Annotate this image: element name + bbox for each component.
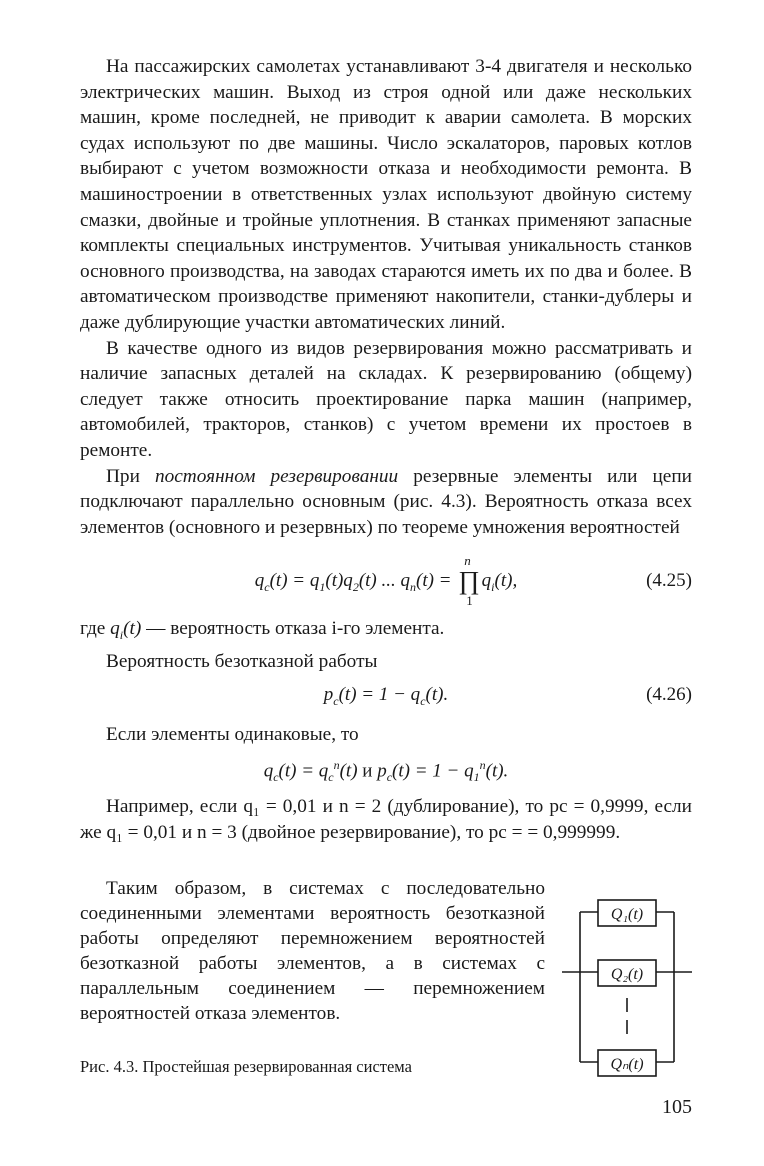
- paragraph-3: При постоянном резервировании резервные элементы или цепи подключают параллельно основным (рис. 4.3). Вероятность отказа всех элементов (основного и резервных) по теореме умножения вероятностей: [80, 465, 692, 538]
- figure-caption: Рис. 4.3. Простейшая резервированная система: [80, 1057, 412, 1076]
- box-label-n: Qₙ(t): [610, 1056, 644, 1073]
- page-number: 105: [662, 1096, 692, 1118]
- paragraph-4: где $q_i(t)$ — вероятность отказа i-го элемента.: [80, 618, 445, 643]
- formula-number: (4.25): [646, 570, 692, 592]
- formula-4-25: $q_c(t) = q_1(t)q_2(t)$ ... $q_n(t)$ = ∏ n 1 $q_i(t)$, (4.25): [254, 553, 692, 609]
- box-label-1: Q₁(t): [610, 906, 644, 923]
- paragraph-6: Если элементы одинаковые, то: [106, 724, 359, 746]
- paragraph-7: Например, если q₁ = 0,01 и n = 2 (дублирование), то pс = 0,9999, если же q₁ = 0,01 и n = 3 (двойное резервирование), то pс = = 0,999999.: [80, 795, 692, 843]
- emphasis-term: постоянном резервировании: [154, 465, 399, 487]
- paragraph-5: Вероятность безотказной работы: [106, 650, 378, 672]
- lower-text: [80, 876, 545, 1026]
- paragraph-2: В качестве одного из видов резервирования можно рассматривать и наличие запасных деталей на складах. К резервированию (общему) следует также относить проектирование парка машин (например, автомобилей, тракторов, станков) с учетом времени их простоев в ремонте.: [80, 337, 692, 461]
- paragraph-8: Таким образом, в системах с последовательно соединенными элементами вероятность безотказной работы определяют перемножением вероятностей безотказной работы элементов, а в системах с параллельным соединением — перемножением вероятностей отказа элементов.: [80, 878, 545, 1024]
- formula-4-26: $p_c(t) = 1 - q_c(t)$. (4.26): [323, 684, 692, 709]
- reserve-system-diagram: [562, 872, 692, 1082]
- formula-identical: $q_c(t) = q_c^n(t)$ и $p_c(t) = 1 - q_1^n(t)$.: [263, 757, 509, 785]
- page-body: [80, 54, 692, 845]
- formula-number: (4.26): [646, 684, 692, 706]
- paragraph-1: На пассажирских самолетах устанавливают 3-4 двигателя и несколько электрических машин. Выход из строя одной или даже нескольких машин, кроме последней, не приводит к аварии самолета. В морских судах используют по две машины. Число эскалаторов, паровых котлов выбирают с учетом возможности отказа и необходимости ремонта. В машиностроении в ответственных узлах используют двойную систему смазки, двойные и тройные уплотнения. В станках применяют запасные комплекты специальных инструментов. Учитывая уникальность станков основного производства, на заводах стараются иметь их по два и более. В автоматическом производстве применяют накопители, станки-дублеры и даже дублирующие участки автоматических линий.: [80, 56, 692, 333]
- box-label-2: Q₂(t): [610, 966, 644, 983]
